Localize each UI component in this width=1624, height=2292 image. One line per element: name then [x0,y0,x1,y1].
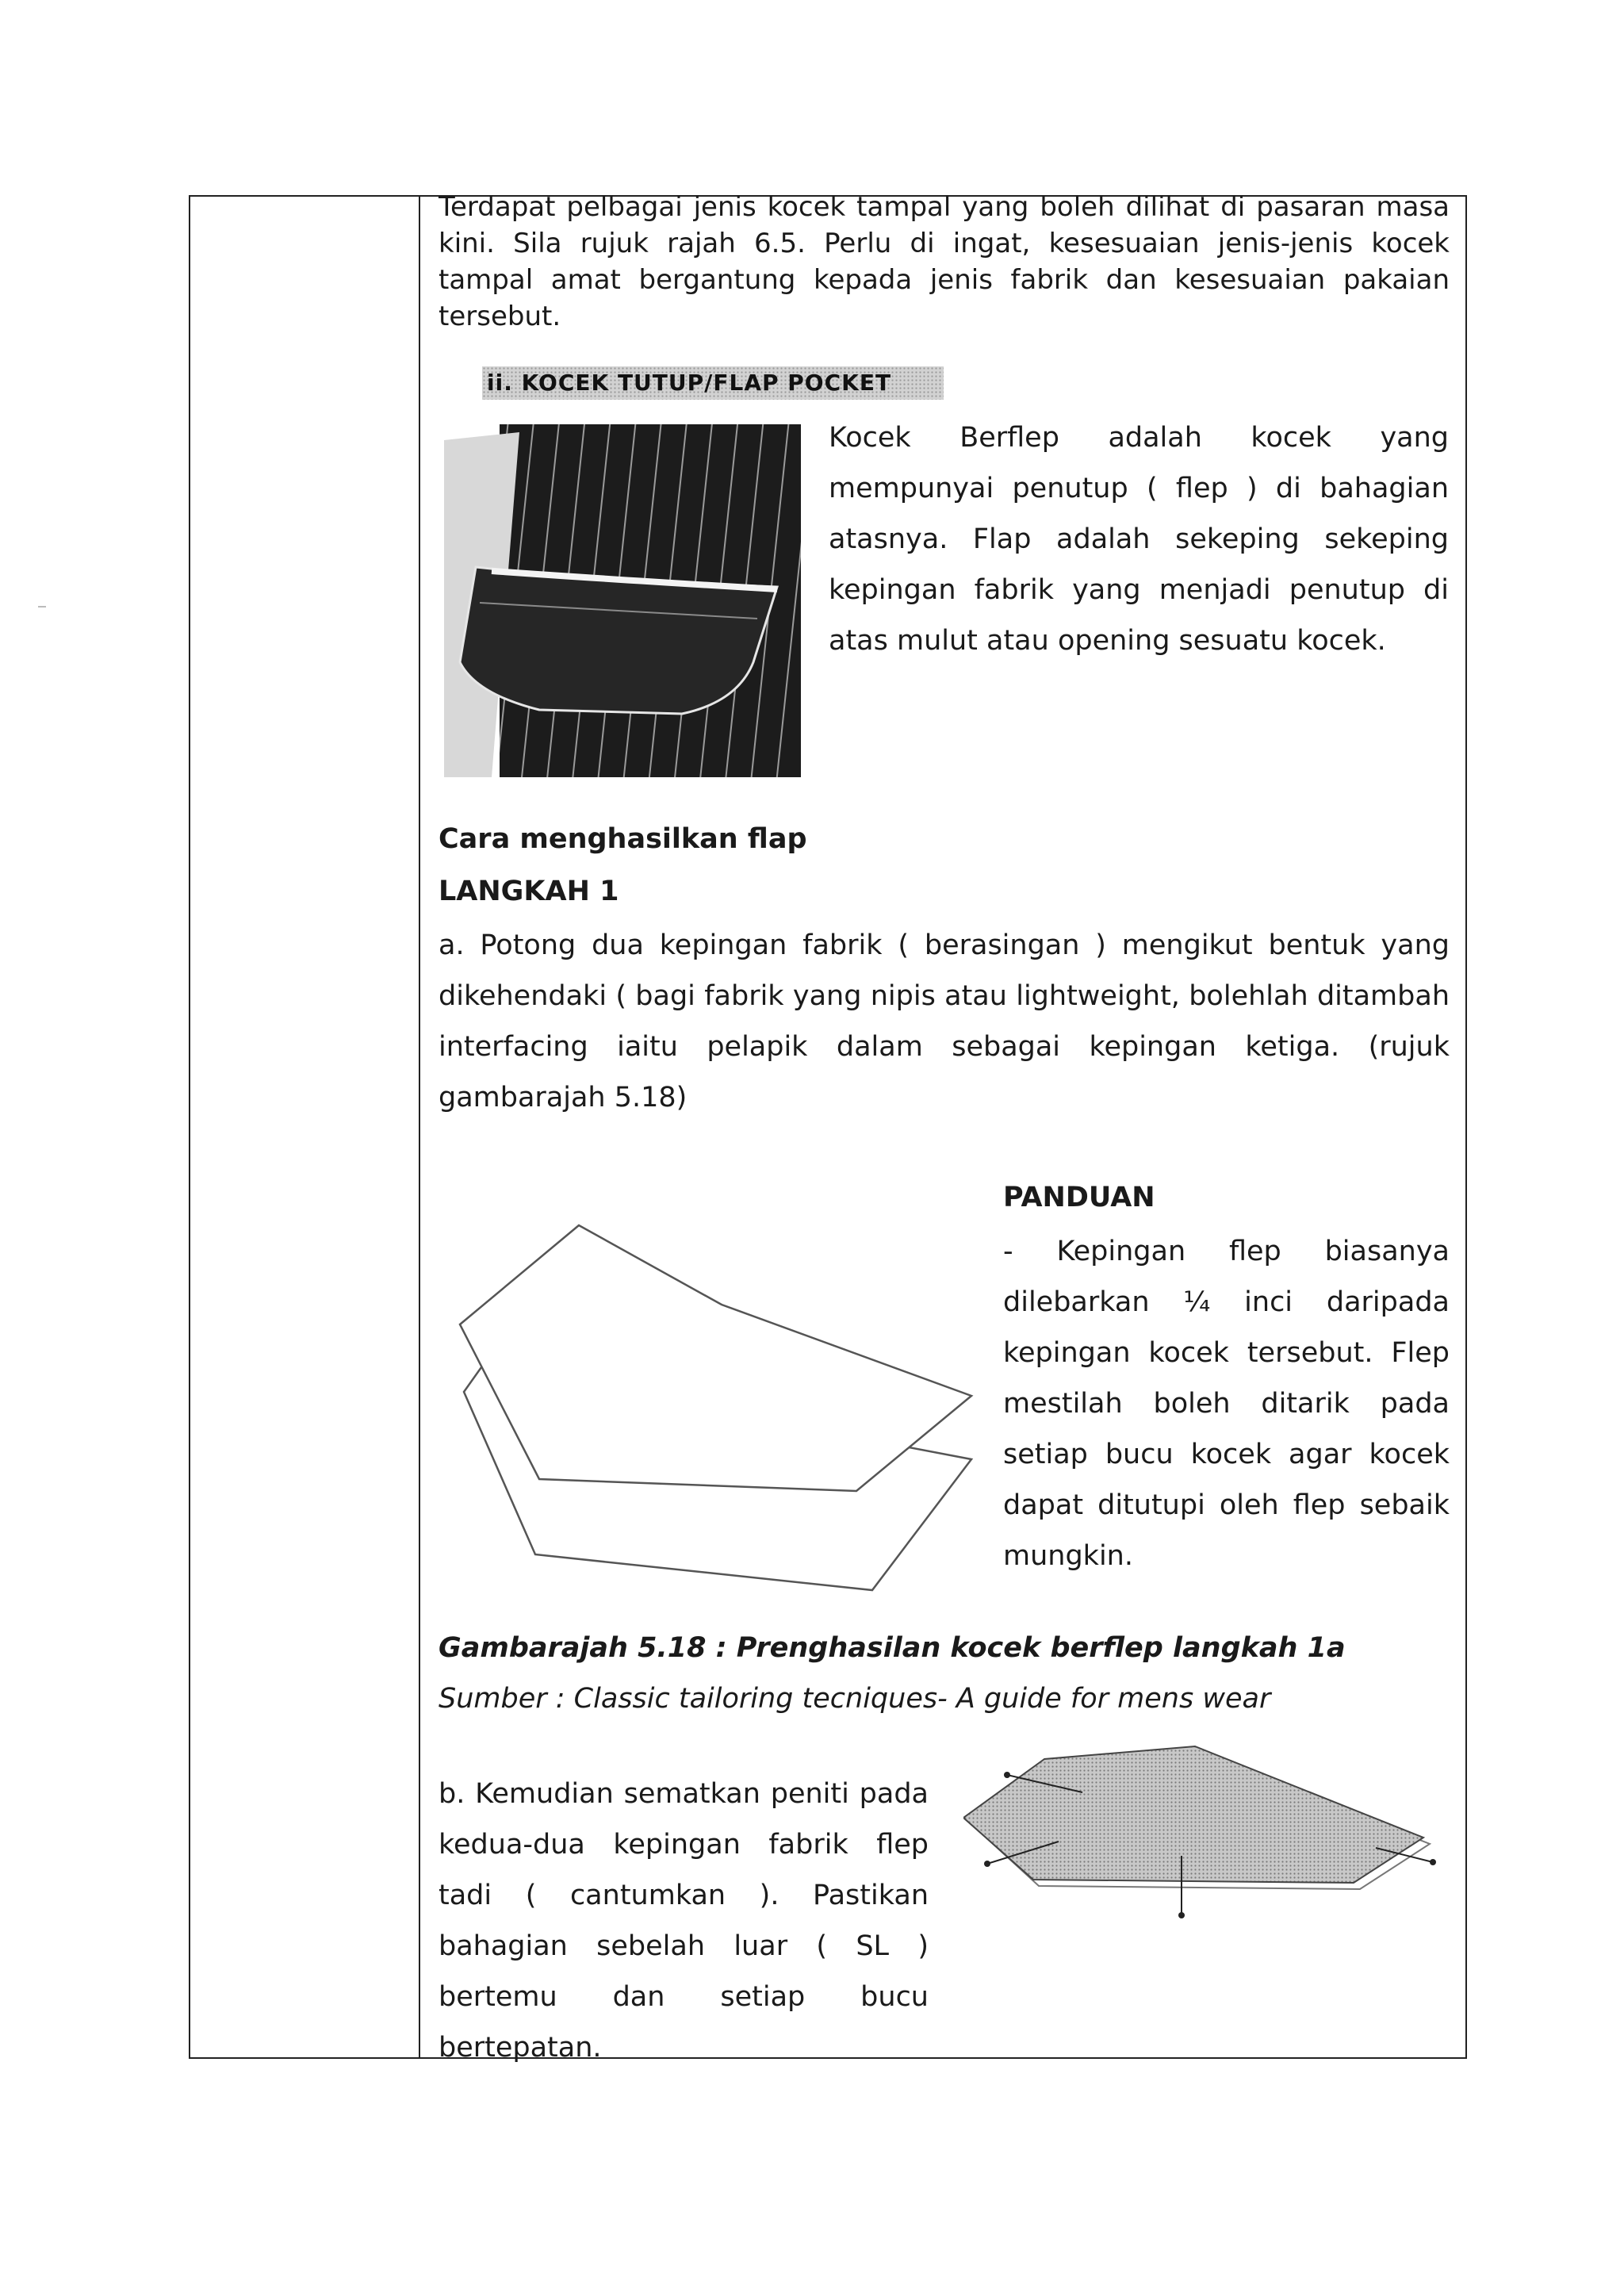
flap-pocket-description: Kocek Berflep adalah kocek yang mempunyai penutup ( flep ) di bahagian atasnya. Flap adalah sekeping sekeping kepingan fabrik yang menjadi penutup di atas mulut atau opening sesuatu kocek. [829,422,1449,657]
guide-title: PANDUAN [1003,1182,1155,1213]
step-a-paragraph: a. Potong dua kepingan fabrik ( berasingan ) mengikut bentuk yang dikehendaki ( bagi fabrik yang nipis atau lightweight, bolehlah ditambah interfacing iaitu pelapik dalam sebagai kepingan ketiga. (rujuk gambarajah 5.18) [439,929,1450,1113]
margin-mark [38,606,46,607]
pinned-flap-diagram [963,1745,1439,1919]
flap-pieces-diagram [444,1213,991,1610]
figure-source: Sumber : Classic tailoring tecniques- A guide for mens wear [439,1683,1271,1715]
figure-caption: Gambarajah 5.18 : Prenghasilan kocek berflep langkah 1a [439,1632,1346,1664]
section-heading: ii. KOCEK TUTUP/FLAP POCKET [482,366,944,400]
step-b-paragraph: b. Kemudian sematkan peniti pada kedua-dua kepingan fabrik flep tadi ( cantumkan ). Pastikan bahagian sebelah luar ( SL ) bertemu dan setiap bucu bertepatan. [439,1778,929,2064]
step-label: LANGKAH 1 [439,876,619,907]
intro-paragraph: Terdapat pelbagai jenis kocek tampal yang boleh dilihat di pasaran masa kini. Sila rujuk rajah 6.5. Perlu di ingat, kesesuaian jenis-jenis kocek tampal amat bergantung kepada jenis fabrik dan kesesuaian pakaian tersebut. [439,191,1450,332]
table-column-divider [419,195,420,2059]
flap-pocket-photo [444,424,801,777]
method-title: Cara menghasilkan flap [439,823,807,855]
guide-text: - Kepingan flep biasanya dilebarkan ¼ inci daripada kepingan kocek tersebut. Flep mestilah boleh ditarik pada setiap bucu kocek agar kocek dapat ditutupi oleh flep sebaik mungkin. [1003,1236,1450,1572]
